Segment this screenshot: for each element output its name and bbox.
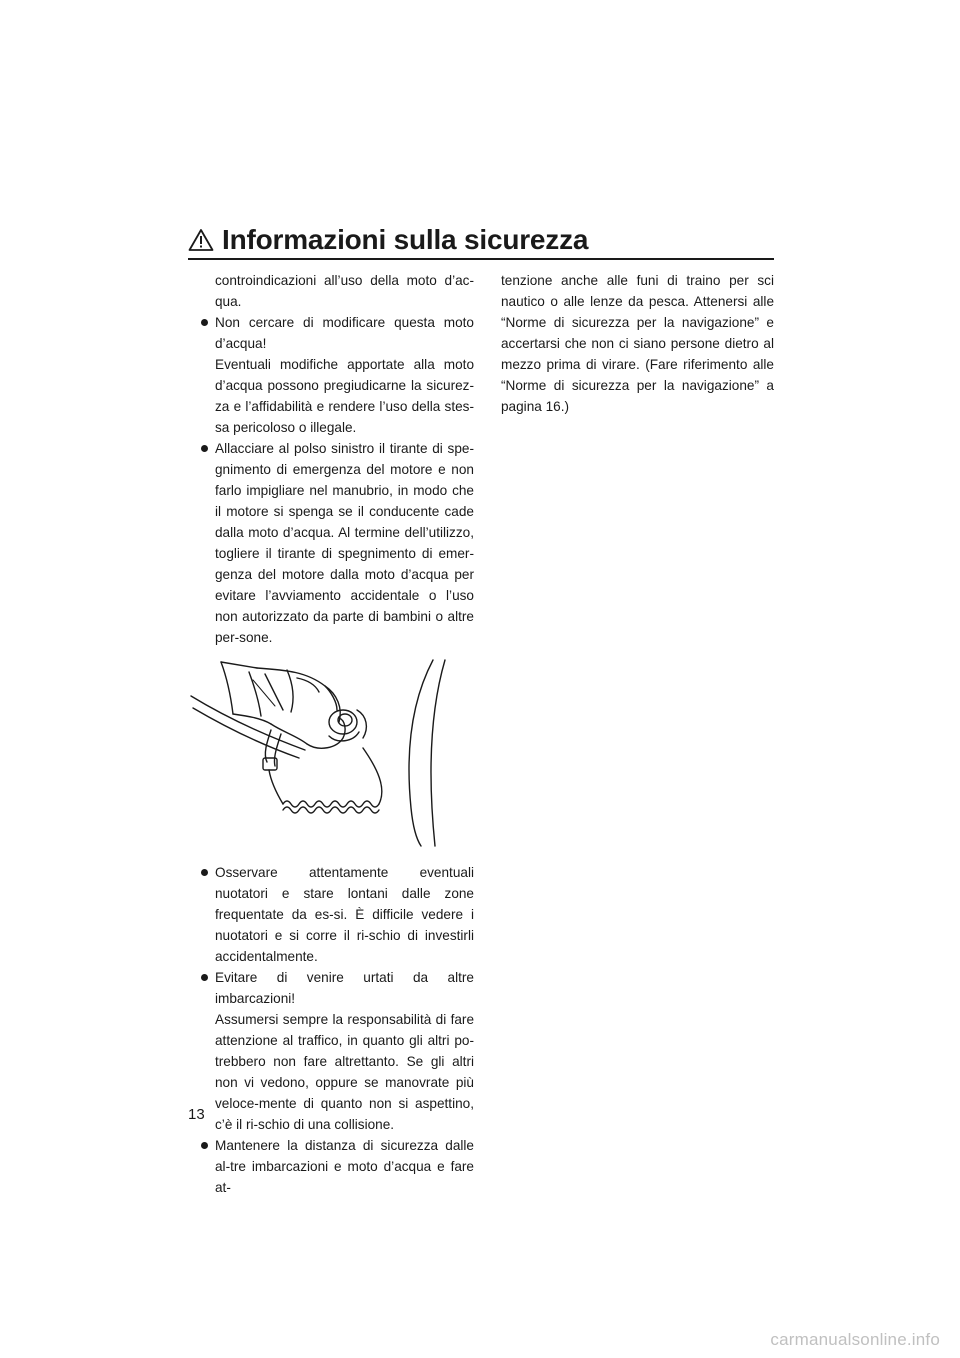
continuation-text: controindicazioni all’uso della moto d’ac-qua.: [215, 273, 474, 309]
list-item: [201, 862, 474, 967]
bullet-dot-icon: [201, 445, 208, 452]
warning-triangle-icon: [188, 228, 214, 252]
bullet-body: Allacciare al polso sinistro il tirante di spe-gnimento di emergenza del motore e non farlo impigliare nel manubrio, in modo che il motore si spenga se il conducente cade dalla moto d’acqua. Al termine dell’utilizzo, togliere il tirante di spegnimento di emer-genza del motore dalla moto d’acqua per evitare l’avviamento accidentale o l’uso non autorizzato da parte di bambini o altre per-sone.: [215, 441, 474, 645]
bullet-dot-icon: [201, 869, 208, 876]
list-item: [201, 1135, 474, 1198]
list-item: [201, 967, 474, 1135]
illustration-lanyard: [187, 658, 460, 848]
right-column: [501, 270, 774, 417]
page-title: Informazioni sulla sicurezza: [222, 224, 589, 255]
bullet-body: Mantenere la distanza di sicurezza dalle al-tre imbarcazioni e moto d’acqua e fare at-: [215, 1138, 474, 1195]
left-column: [201, 270, 474, 1198]
bullet-body: Eventuali modifiche apportate alla moto d’acqua possono pregiudicarne la sicurez-za e l’affidabilità e rendere l’uso della stes-sa pericoloso o illegale.: [215, 357, 474, 435]
list-item: [201, 438, 474, 648]
bullet-dot-icon: [201, 1142, 208, 1149]
right-column-text: tenzione anche alle funi di traino per sci nautico o alle lenze da pesca. Attenersi alle “Norme di sicurezza per la navigazione” e accertarsi che non ci siano persone dietro al mezzo prima di virare. (Fare riferimento alle “Norme di sicurezza per la navigazione” a pagina 16.): [501, 273, 774, 414]
glove-lanyard-illustration: [187, 658, 474, 848]
bullet-lead: Evitare di venire urtati da altre imbarcazioni!: [215, 970, 474, 1006]
watermark: carmanualsonline.info: [770, 1330, 940, 1349]
page-header: [188, 222, 774, 260]
page-number: 13: [188, 1106, 205, 1123]
bullet-body: Assumersi sempre la responsabilità di fare attenzione al traffico, in quanto gli altri po-trebbero non fare altrettanto. Se gli altri non vi vedono, oppure se manovrate più veloce-mente di quanto non si aspettino, c’è il ri-schio di una collisione.: [215, 1012, 474, 1132]
bullet-dot-icon: [201, 974, 208, 981]
list-item: [201, 312, 474, 438]
bullet-dot-icon: [201, 319, 208, 326]
bullet-lead: Non cercare di modificare questa moto d’acqua!: [215, 315, 474, 351]
bullet-body: Osservare attentamente eventuali nuotatori e stare lontani dalle zone frequentate da es-si. È difficile vedere i nuotatori e si corre il ri-schio di investirli accidentalmente.: [215, 865, 474, 964]
